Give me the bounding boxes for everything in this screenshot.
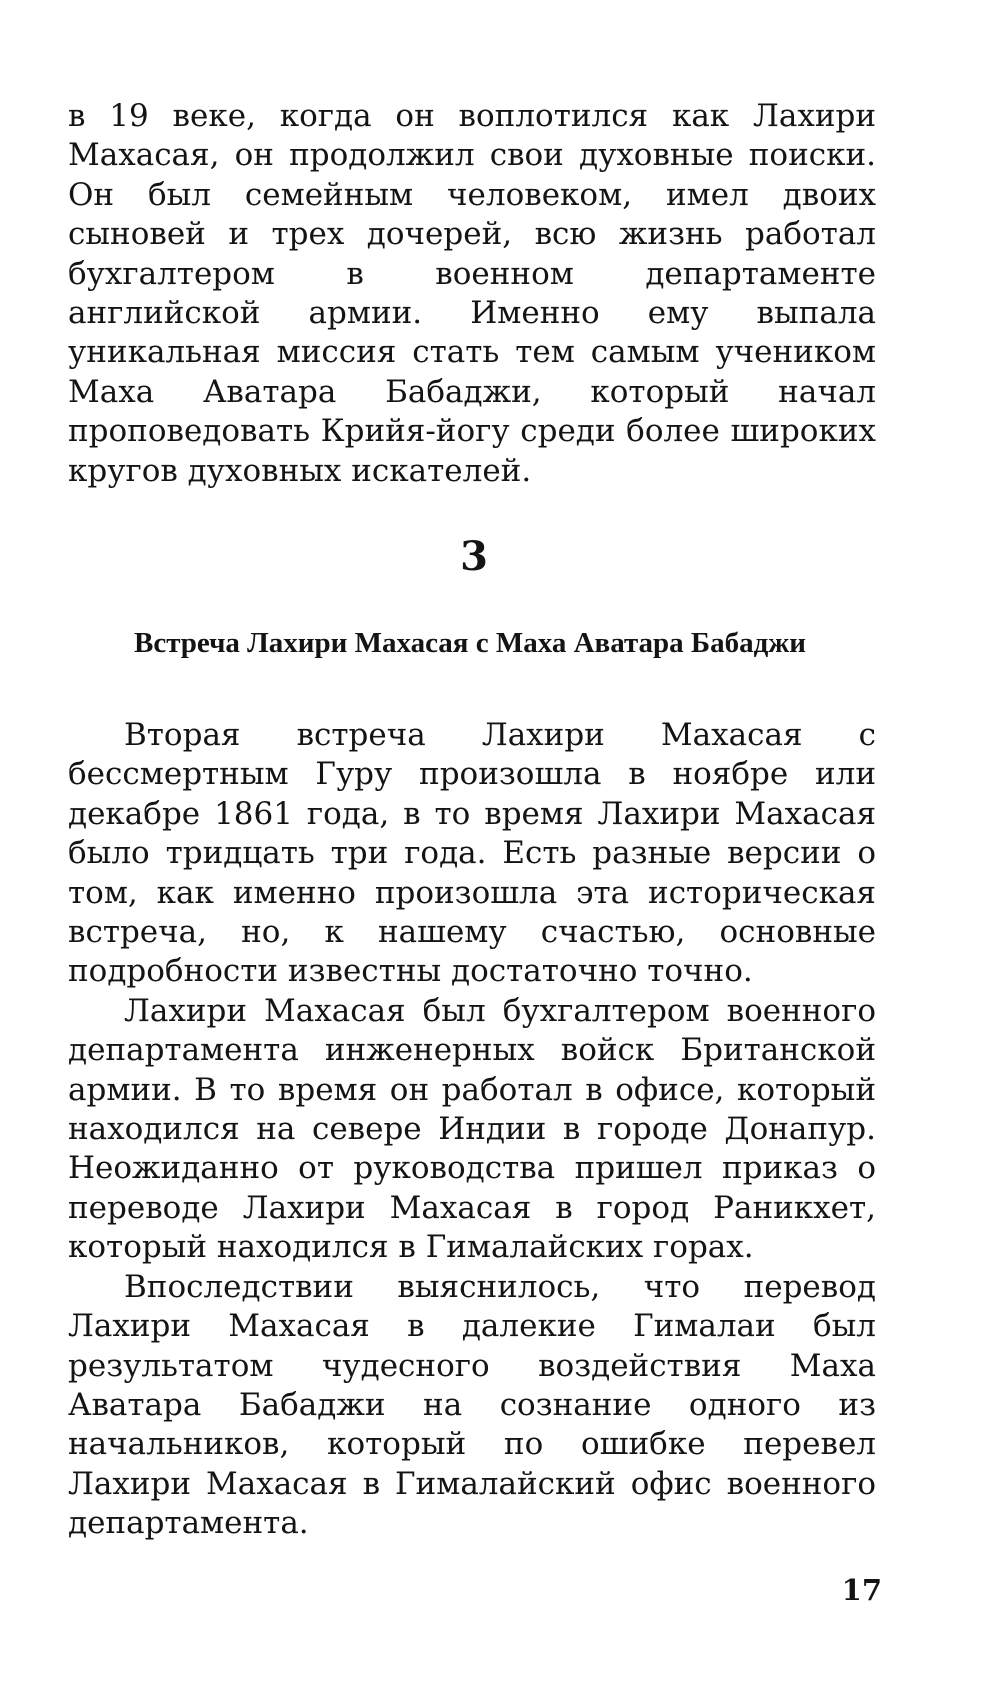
page-number: 17 xyxy=(841,1573,882,1607)
body-paragraph-1: Вторая встреча Лахири Махасая с бессмертным Гуру произошла в ноябре или декабре 1861 года, в то время Лахири Махасая было тридцать три года. Есть разные версии о том, как именно произошла эта историческая встреча, но, к нашему счастью, основные подробности известны достаточно точно. xyxy=(68,717,876,990)
chapter-body xyxy=(68,716,876,1544)
opening-paragraph: в 19 веке, когда он воплотился как Лахири Махасая, он продолжил свои духовные поиски. Он был семейным человеком, имел двоих сыновей и трех дочерей, всю жизнь работал бухгалтером в военном департаменте английской армии. Именно ему выпала уникальная миссия стать тем самым учеником Маха Аватара Бабаджи, который начал проповедовать Крийя-йогу среди более широких кругов духовных искателей. xyxy=(68,98,876,489)
body-paragraph-3: Впоследствии выяснилось, что перевод Лахири Махасая в далекие Гималаи был результатом чудесного воздействия Маха Аватара Бабаджи на сознание одного из начальников, который по ошибке перевел Лахири Махасая в Гималайский офис военного департамента. xyxy=(68,1268,876,1542)
chapter-number: 3 xyxy=(460,533,488,580)
opening-paragraph-block xyxy=(68,97,876,491)
body-paragraph-2: Лахири Махасая был бухгалтером военного департамента инженерных войск Британской армии. В то время он работал в офисе, который находился на севере Индии в городе Донапур. Неожиданно от руководства пришел приказ о переводе Лахири Махасая в город Раникхет, который находился в Гималайских горах. xyxy=(68,992,876,1266)
chapter-title: Встреча Лахири Махасая с Маха Аватара Бабаджи xyxy=(133,627,807,659)
